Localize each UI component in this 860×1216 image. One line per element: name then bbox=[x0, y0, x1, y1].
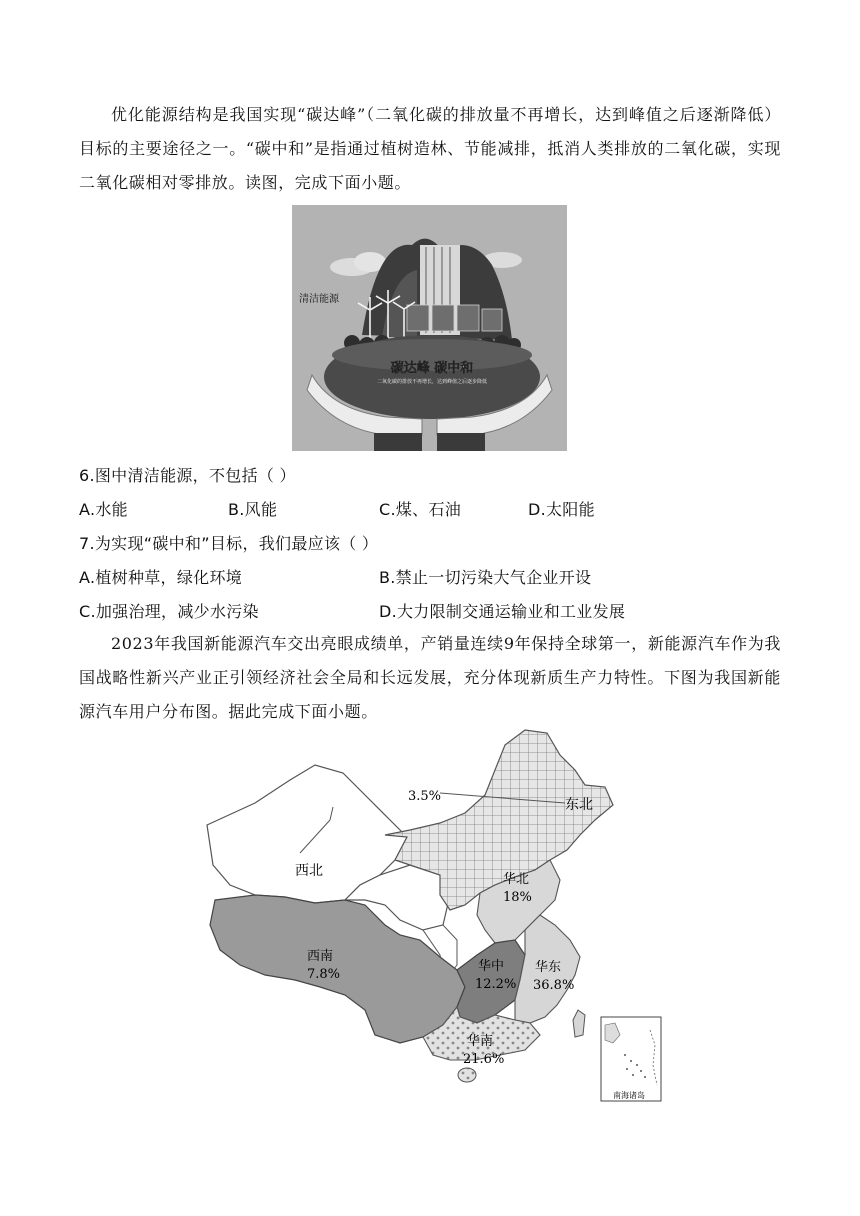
map-label-southwest: 西南 bbox=[307, 949, 334, 964]
q6-option-b[interactable]: B.风能 bbox=[228, 500, 278, 519]
map-label-south-pct: 21.6% bbox=[463, 1052, 505, 1067]
q7-option-b[interactable]: B.禁止一切污染大气企业开设 bbox=[379, 568, 592, 587]
map-label-north-pct: 18% bbox=[503, 890, 532, 905]
q6-option-c[interactable]: C.煤、石油 bbox=[379, 500, 462, 519]
map-label-central-pct: 12.2% bbox=[475, 977, 517, 992]
q6-option-a[interactable]: A.水能 bbox=[79, 500, 128, 519]
map-label-central: 华中 bbox=[478, 959, 505, 974]
q6-option-d[interactable]: D.太阳能 bbox=[528, 500, 595, 519]
q7-option-a[interactable]: A.植树种草，绿化环境 bbox=[79, 568, 243, 587]
map-label-northwest: 西北 bbox=[295, 863, 323, 879]
carbon-banner-subtitle: 二氧化碳的排放不再增长，达到峰值之后逐步降低 bbox=[376, 379, 488, 385]
carbon-illustration bbox=[292, 205, 567, 451]
carbon-banner-title: 碳达峰 碳中和 bbox=[390, 361, 474, 376]
intro-paragraph-carbon: 优化能源结构是我国实现“碳达峰”（二氧化碳的排放量不再增长，达到峰值之后逐渐降低）目标的主要途径之一。“碳中和”是指通过植树造林、节能减排，抵消人类排放的二氧化碳，实现二氧化碳相对零排放。读图，完成下面小题。 bbox=[79, 105, 781, 192]
map-label-east-pct: 36.8% bbox=[533, 978, 575, 993]
inset-label: 南海诸岛 bbox=[613, 1091, 645, 1100]
question-7-stem: 7.为实现“碳中和”目标，我们最应该（ ） bbox=[79, 534, 379, 553]
q7-option-c[interactable]: C.加强治理，减少水污染 bbox=[79, 602, 259, 621]
map-label-north: 华北 bbox=[503, 872, 530, 887]
intro-paragraph-nev: 2023年我国新能源汽车交出亮眼成绩单，产销量连续9年保持全球第一，新能源汽车作为我国战略性新兴产业正引领经济社会全局和长远发展，充分体现新质生产力特性。下图为我国新能源汽车用户分布图。据此完成下面小题。 bbox=[79, 634, 781, 721]
map-label-northeast: 东北 bbox=[565, 797, 593, 813]
map-label-shared-pct: 3.5% bbox=[408, 789, 442, 804]
question-6-stem: 6.图中清洁能源，不包括（ ） bbox=[79, 466, 296, 485]
map-label-south: 华南 bbox=[467, 1034, 494, 1049]
carbon-illustration-drawing bbox=[292, 205, 567, 451]
china-nev-user-map bbox=[195, 725, 670, 1105]
map-label-east: 华东 bbox=[535, 960, 562, 975]
clean-energy-label: 清洁能源 bbox=[299, 294, 339, 305]
q7-option-d[interactable]: D.大力限制交通运输业和工业发展 bbox=[379, 602, 626, 621]
map-label-southwest-pct: 7.8% bbox=[307, 967, 341, 982]
south-china-sea-inset bbox=[601, 1017, 661, 1101]
